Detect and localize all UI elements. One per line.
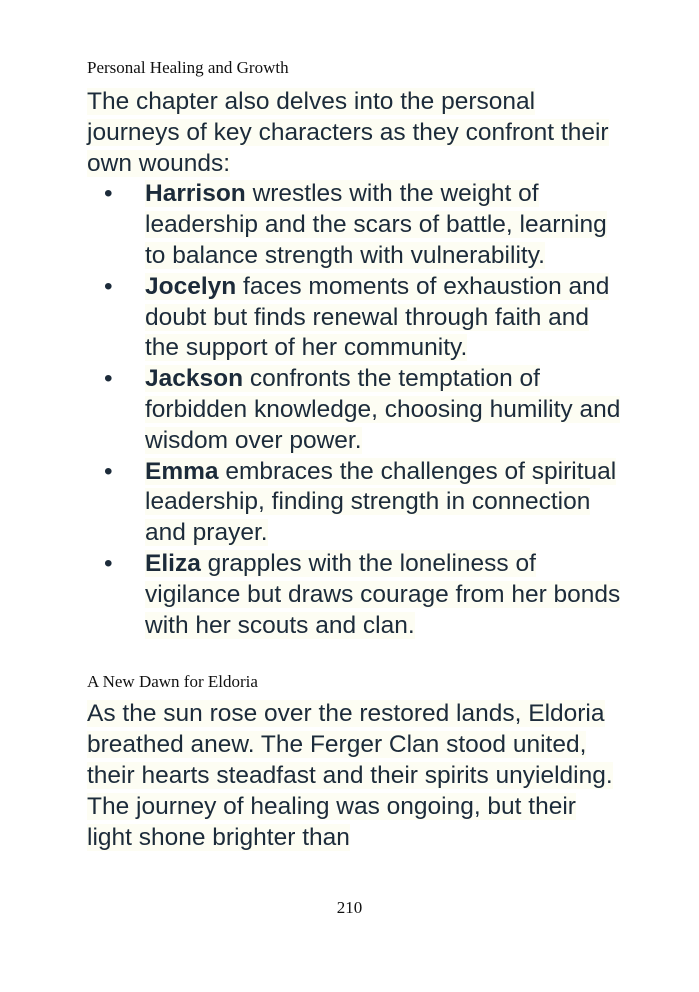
list-item-content: [145, 458, 616, 547]
character-name: Harrison: [145, 180, 246, 208]
character-name: Jackson: [145, 365, 244, 393]
new-dawn-paragraph: [87, 699, 627, 853]
list-item: [87, 549, 627, 641]
character-list: [87, 179, 627, 641]
list-item-content: [145, 273, 609, 362]
section-heading-new-dawn: A New Dawn for Eldoria: [87, 672, 258, 692]
list-item-content: [145, 180, 607, 269]
list-item-content: [145, 550, 620, 639]
list-item: [87, 179, 627, 271]
bullet-icon: •: [104, 272, 113, 300]
bullet-icon: •: [104, 549, 113, 577]
character-name: Eliza: [145, 549, 201, 577]
bullet-icon: •: [104, 457, 113, 485]
new-dawn-text: As the sun rose over the restored lands, Eldoria breathed anew. The Ferger Clan stood united, their hearts steadfast and their spirits unyielding. The journey of healing was ongoing, but their light shone brighter than: [87, 700, 613, 851]
character-name: Emma: [145, 457, 219, 485]
section-heading-personal-healing: Personal Healing and Growth: [87, 58, 289, 77]
list-item-content: [145, 365, 620, 454]
character-name: Jocelyn: [145, 272, 237, 300]
bullet-icon: •: [104, 365, 113, 393]
bullet-icon: •: [104, 180, 113, 208]
character-description: embraces the challenges of spiritual leadership, finding strength in connection and prayer.: [145, 457, 617, 547]
list-item: [87, 457, 627, 549]
character-description: grapples with the loneliness of vigilance but draws courage from her bonds with her scouts and clan.: [145, 549, 621, 639]
list-item: [87, 364, 627, 456]
character-description: confronts the temptation of forbidden knowledge, choosing humility and wisdom over power.: [145, 365, 621, 454]
page-content: [87, 55, 627, 853]
character-description: wrestles with the weight of leadership and the scars of battle, learning to balance strength with vulnerability.: [145, 180, 607, 269]
character-description: faces moments of exhaustion and doubt but finds renewal through faith and the support of her community.: [145, 272, 610, 362]
list-item: [87, 272, 627, 364]
intro-text: The chapter also delves into the personal journeys of key characters as they confront their own wounds:: [87, 88, 609, 177]
intro-paragraph: [87, 87, 627, 179]
page-number: 210: [336, 898, 363, 917]
